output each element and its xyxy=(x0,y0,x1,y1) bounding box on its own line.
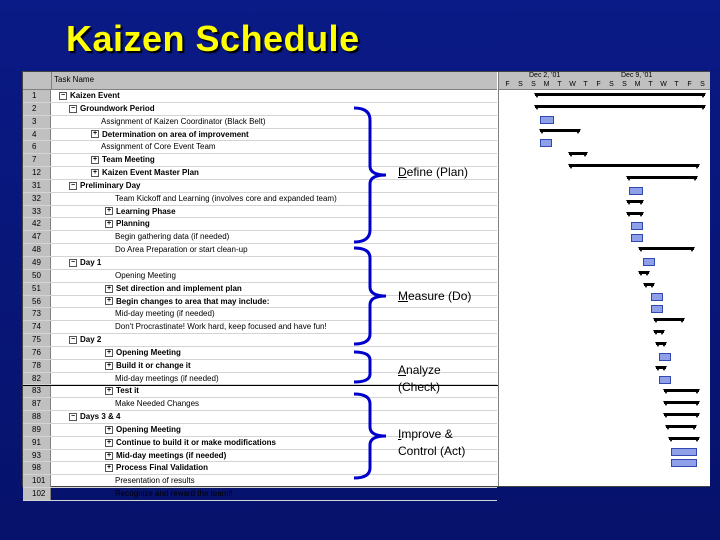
day-label: T xyxy=(557,81,562,88)
summary-bar[interactable] xyxy=(627,200,643,203)
task-name[interactable] xyxy=(69,334,101,345)
phase-measure-label: Measure (Do) xyxy=(398,289,472,303)
collapse-icon[interactable]: − xyxy=(70,258,76,266)
day-label: W xyxy=(660,81,667,88)
day-label: T xyxy=(674,81,679,88)
task-bar[interactable] xyxy=(671,459,697,467)
week-label: Dec 2, '01 xyxy=(529,72,561,79)
day-label: S xyxy=(700,81,705,88)
summary-bar[interactable] xyxy=(666,425,696,428)
expand-icon[interactable]: + xyxy=(106,464,112,472)
summary-bar[interactable] xyxy=(664,389,699,392)
row-id[interactable]: 33 xyxy=(23,206,51,218)
row-id[interactable]: 51 xyxy=(23,283,51,295)
task-label: Begin changes to area that may include: xyxy=(116,296,270,306)
task-name[interactable] xyxy=(115,231,229,242)
task-name[interactable] xyxy=(105,206,176,217)
summary-bar[interactable] xyxy=(535,93,705,96)
table-row[interactable] xyxy=(23,334,497,347)
task-name[interactable] xyxy=(69,257,101,268)
task-label: Team Meeting xyxy=(102,155,155,165)
task-label: Opening Meeting xyxy=(116,347,181,357)
task-bar[interactable] xyxy=(629,187,643,195)
day-label: T xyxy=(583,81,588,88)
grid-header xyxy=(23,72,497,90)
task-name[interactable] xyxy=(115,193,337,204)
task-bar[interactable] xyxy=(659,353,671,361)
task-bar[interactable] xyxy=(631,222,643,230)
task-bar[interactable] xyxy=(651,293,663,301)
task-name[interactable] xyxy=(115,244,248,255)
collapse-icon[interactable]: − xyxy=(70,412,76,420)
row-id[interactable]: 74 xyxy=(23,321,51,333)
task-label: Recognize and reward the team!! xyxy=(115,489,233,499)
table-row[interactable] xyxy=(23,116,497,129)
summary-bar[interactable] xyxy=(627,212,643,215)
table-row[interactable] xyxy=(23,244,497,257)
day-label: S xyxy=(518,81,523,88)
task-label: Day 2 xyxy=(80,335,102,345)
row-id[interactable]: 98 xyxy=(23,462,51,474)
phase-improve-label: Improve & Control (Act) xyxy=(398,427,466,458)
row-id[interactable]: 89 xyxy=(23,424,51,436)
expand-icon[interactable]: + xyxy=(106,348,112,356)
table-row[interactable] xyxy=(23,231,497,244)
day-label: M xyxy=(634,81,641,88)
table-row[interactable] xyxy=(23,257,497,270)
task-name[interactable] xyxy=(105,385,139,396)
day-label: M xyxy=(543,81,550,88)
bracket-improve xyxy=(352,392,388,480)
task-name[interactable] xyxy=(105,347,181,358)
table-row[interactable] xyxy=(23,90,497,103)
table-row[interactable] xyxy=(23,180,497,193)
table-row[interactable] xyxy=(23,206,497,219)
summary-bar[interactable] xyxy=(656,366,666,369)
task-label: Preliminary Day xyxy=(80,180,141,190)
task-bar[interactable] xyxy=(540,139,552,147)
row-id[interactable]: 4 xyxy=(23,129,51,141)
task-name[interactable] xyxy=(105,450,226,461)
task-label: Presentation of results xyxy=(115,476,195,486)
task-name[interactable] xyxy=(115,270,176,281)
row-id[interactable]: 76 xyxy=(23,347,51,359)
collapse-icon[interactable]: − xyxy=(70,181,76,189)
table-row[interactable] xyxy=(23,398,497,411)
task-name[interactable] xyxy=(115,475,195,486)
row-id[interactable]: 87 xyxy=(23,398,51,410)
task-name[interactable] xyxy=(105,283,242,294)
expand-icon[interactable]: + xyxy=(106,220,112,228)
expand-icon[interactable]: + xyxy=(92,130,98,138)
task-bar[interactable] xyxy=(631,234,643,242)
task-name[interactable] xyxy=(105,462,208,473)
task-bar[interactable] xyxy=(643,258,655,266)
task-label: Opening Meeting xyxy=(115,270,176,280)
bracket-analyze xyxy=(352,350,388,384)
row-id[interactable]: 32 xyxy=(23,193,51,205)
task-label: Process Final Validation xyxy=(116,463,209,473)
task-bar[interactable] xyxy=(671,448,697,456)
day-label: F xyxy=(596,81,601,88)
task-name[interactable] xyxy=(115,373,219,384)
table-row[interactable] xyxy=(23,347,497,360)
row-id[interactable]: 6 xyxy=(23,141,51,153)
row-id[interactable]: 42 xyxy=(23,218,51,230)
collapse-icon[interactable]: − xyxy=(70,335,76,343)
task-bar[interactable] xyxy=(651,305,663,313)
task-label: Continue to build it or make modifications xyxy=(116,437,277,447)
day-label: S xyxy=(622,81,627,88)
task-label: Days 3 & 4 xyxy=(80,412,121,422)
task-label: Groundwork Period xyxy=(80,103,155,113)
table-row[interactable] xyxy=(23,462,497,475)
phase-define-label: Define (Plan) xyxy=(398,165,469,179)
bracket-measure xyxy=(352,246,388,346)
expand-icon[interactable]: + xyxy=(106,451,112,459)
row-id[interactable]: 49 xyxy=(23,257,51,269)
expand-icon[interactable]: + xyxy=(106,438,112,446)
summary-bar[interactable] xyxy=(569,152,587,155)
table-row[interactable] xyxy=(23,270,497,283)
slide-title: Kaizen Schedule xyxy=(66,18,360,59)
row-id[interactable]: 7 xyxy=(23,154,51,166)
row-id[interactable]: 101 xyxy=(23,475,51,487)
task-label: Mid-day meeting (if needed) xyxy=(115,309,215,319)
task-label: Learning Phase xyxy=(116,206,176,216)
row-id[interactable]: 47 xyxy=(23,231,51,243)
week-label: Dec 9, '01 xyxy=(621,72,653,79)
task-name[interactable] xyxy=(91,154,155,165)
task-label: Mid-day meetings (if needed) xyxy=(116,450,227,460)
task-name[interactable] xyxy=(91,129,249,140)
task-name[interactable] xyxy=(101,116,266,127)
row-id[interactable]: 73 xyxy=(23,308,51,320)
row-id[interactable]: 56 xyxy=(23,296,51,308)
task-label: Assignment of Kaizen Coordinator (Black Belt) xyxy=(101,116,266,126)
task-label: Kaizen Event xyxy=(70,91,120,100)
table-row[interactable] xyxy=(23,411,497,424)
timescale-header xyxy=(498,72,710,90)
summary-bar[interactable] xyxy=(664,401,699,404)
table-row[interactable] xyxy=(23,129,497,142)
task-name[interactable] xyxy=(101,141,216,152)
task-label: Day 1 xyxy=(80,257,102,267)
table-row[interactable] xyxy=(23,141,497,154)
task-name[interactable] xyxy=(105,437,276,448)
day-label: S xyxy=(609,81,614,88)
row-id[interactable]: 50 xyxy=(23,270,51,282)
task-name[interactable] xyxy=(69,103,155,114)
bracket-define xyxy=(352,106,388,244)
task-name[interactable] xyxy=(105,360,191,371)
summary-bar[interactable] xyxy=(627,176,697,179)
expand-icon[interactable]: + xyxy=(106,207,112,215)
task-label: Test it xyxy=(116,386,139,396)
table-row[interactable] xyxy=(23,193,497,206)
table-row[interactable] xyxy=(23,308,497,321)
table-row[interactable] xyxy=(23,475,497,488)
day-label: T xyxy=(648,81,653,88)
row-id[interactable]: 88 xyxy=(23,411,51,423)
row-id[interactable]: 82 xyxy=(23,373,51,385)
task-name[interactable] xyxy=(105,296,269,307)
task-bar[interactable] xyxy=(540,116,554,124)
task-label: Determination on area of improvement xyxy=(102,129,249,139)
row-id[interactable]: 102 xyxy=(23,488,51,500)
select-all-corner[interactable] xyxy=(23,72,52,89)
row-id[interactable]: 75 xyxy=(23,334,51,346)
task-label: Make Needed Changes xyxy=(115,399,200,409)
row-id[interactable]: 78 xyxy=(23,360,51,372)
task-label: Opening Meeting xyxy=(116,424,181,434)
task-label: Team Kickoff and Learning (involves core and expanded team) xyxy=(115,193,337,203)
task-name[interactable] xyxy=(115,398,199,409)
summary-bar[interactable] xyxy=(569,164,699,167)
expand-icon[interactable]: + xyxy=(106,297,112,305)
task-name[interactable] xyxy=(115,488,233,499)
expand-icon[interactable]: + xyxy=(106,425,112,433)
day-label: W xyxy=(569,81,576,88)
task-name[interactable] xyxy=(91,167,199,178)
task-name[interactable] xyxy=(115,308,215,319)
task-name[interactable] xyxy=(69,180,140,191)
row-id[interactable]: 31 xyxy=(23,180,51,192)
task-label: Set direction and implement plan xyxy=(116,283,242,293)
task-name[interactable] xyxy=(105,218,150,229)
summary-bar[interactable] xyxy=(639,271,649,274)
phase-analyze-label: Analyze (Check) xyxy=(398,363,441,394)
expand-icon[interactable]: + xyxy=(92,168,98,176)
summary-bar[interactable] xyxy=(535,105,705,108)
expand-icon[interactable]: + xyxy=(92,156,98,164)
table-row[interactable] xyxy=(23,218,497,231)
summary-bar[interactable] xyxy=(644,283,654,286)
summary-bar[interactable] xyxy=(656,342,666,345)
summary-bar[interactable] xyxy=(669,437,699,440)
task-name[interactable] xyxy=(115,321,327,332)
summary-bar[interactable] xyxy=(654,330,664,333)
task-name[interactable] xyxy=(69,411,120,422)
task-name[interactable] xyxy=(59,90,120,101)
summary-bar[interactable] xyxy=(639,247,694,250)
row-id[interactable]: 3 xyxy=(23,116,51,128)
summary-bar[interactable] xyxy=(664,413,699,416)
collapse-icon[interactable]: − xyxy=(70,104,76,112)
task-label: Build it or change it xyxy=(116,360,191,370)
task-label: Assignment of Core Event Team xyxy=(101,142,216,152)
row-id[interactable]: 12 xyxy=(23,167,51,179)
task-name[interactable] xyxy=(105,424,181,435)
task-label: Kaizen Event Master Plan xyxy=(102,168,199,178)
expand-icon[interactable]: + xyxy=(106,284,112,292)
row-id[interactable]: 91 xyxy=(23,437,51,449)
task-bar[interactable] xyxy=(659,376,671,384)
row-id[interactable]: 93 xyxy=(23,450,51,462)
collapse-icon[interactable]: − xyxy=(60,91,66,99)
task-label: Mid-day meetings (if needed) xyxy=(115,373,219,383)
task-label: Do Area Preparation or start clean-up xyxy=(115,245,248,255)
row-id[interactable]: 83 xyxy=(23,385,51,397)
summary-bar[interactable] xyxy=(540,129,580,132)
day-label: F xyxy=(687,81,692,88)
task-label: Begin gathering data (if needed) xyxy=(115,232,230,242)
gantt-chart xyxy=(498,90,710,486)
row-id[interactable]: 1 xyxy=(23,90,51,102)
row-id[interactable]: 2 xyxy=(23,103,51,115)
task-label: Don't Procrastinate! Work hard, keep focused and have fun! xyxy=(115,322,327,332)
table-row[interactable] xyxy=(23,103,497,116)
task-name-header[interactable]: Task Name xyxy=(54,75,95,84)
table-row[interactable] xyxy=(23,488,497,501)
expand-icon[interactable]: + xyxy=(106,387,112,395)
expand-icon[interactable]: + xyxy=(106,361,112,369)
row-id[interactable]: 48 xyxy=(23,244,51,256)
day-label: F xyxy=(505,81,510,88)
day-label: S xyxy=(531,81,536,88)
task-label: Planning xyxy=(116,219,150,229)
table-row[interactable] xyxy=(23,321,497,334)
summary-bar[interactable] xyxy=(654,318,684,321)
